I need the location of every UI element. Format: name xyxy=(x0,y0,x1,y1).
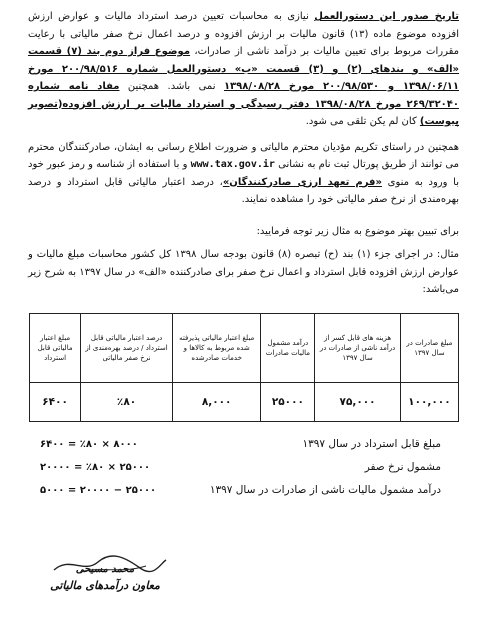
calculation-formulas xyxy=(40,433,156,502)
signature-scribble-icon xyxy=(50,554,170,576)
calculation-section xyxy=(0,433,489,513)
paragraph-text: کان لم یکن تلقی می شود. xyxy=(305,116,420,127)
signature-block xyxy=(20,558,190,628)
table-header-cell: درصد اعتبار مالیاتی قابل استرداد / درصد بهره‌مندی از نرخ صفر مالیاتی xyxy=(81,313,173,382)
calculation-labels xyxy=(210,433,441,502)
paragraph-text: ، درصد اعتبار مالیاتی قابل استرداد و درصد بهره‌مندی از نرخ صفر مالیاتی خود را مشاهده نمایند. xyxy=(28,176,459,205)
paragraph-example: مثال: در اجرای جزء (۱) بند (ح) تبصره (۸) قانون بودجه سال ۱۳۹۸ کل کشور محاسبات مبلغ مالیات و عوارض ارزش افزوده قابل استرداد و اعمال نرخ صفر برای صادرکننده «الف» در سال ۱۳۹۷ به شرح زیر می‌باشد: xyxy=(28,249,459,295)
calc-label-zero-rate: مشمول نرخ صفر xyxy=(364,461,441,473)
table-cell: ۸,۰۰۰ xyxy=(172,382,261,421)
table-header-cell: هزینه های قابل کسر از درآمد ناشی از صادرات در سال ۱۳۹۷ xyxy=(315,313,400,382)
table-header-cell: مبلغ اعتبار مالیاتی قابل استرداد xyxy=(30,313,81,382)
table-header-row xyxy=(30,313,459,382)
portal-link[interactable]: www.tax.gov.ir xyxy=(190,159,275,170)
paragraph-text: نمی باشد. همچنین xyxy=(119,81,224,92)
calc-label-taxable-income: درآمد مشمول مالیات ناشی از صادرات در سال ۱۳۹۷ xyxy=(209,484,441,496)
export-calculation-table xyxy=(29,313,459,422)
paragraph-text: و با استفاده از شناسه و رمز عبور خود با ورود به منوی xyxy=(28,159,459,188)
paragraph-text: همچنین در راستای تکریم مؤدیان محترم مالیاتی و ضرورت اطلاع رسانی به ایشان، صادرکنندگان محترم می توانند از طریق پورتال ثبت نام به نشانی xyxy=(28,141,460,170)
table-cell: ۷۵,۰۰۰ xyxy=(315,382,400,421)
instruction-reference: موضوع فراز دوم بند (۷) قسمت «الف» و بندهای (۲) و (۳) قسمت «ب» دستورالعمل شماره ۲۰۰/۹۸/۵۱۶ مورخ ۱۳۹۸/۰۶/۱۱ و ۲۰۰/۹۸/۵۳۰ مورخ ۱۳۹۸/۰۸/۲۸ xyxy=(28,46,460,92)
signatory-title: معاون درآمدهای مالیاتی xyxy=(50,579,160,592)
letter-reference: مفاد نامه شماره ۲۶۹/۳۲۰۴۰ مورخ ۱۳۹۸/۰۸/۲۸ دفتر رسیدگی و استرداد مالیات بر ارزش افزوده(تصویر پیوست) xyxy=(28,81,459,127)
calc-formula-refundable: ۸۰۰۰ × ٪۸۰ = ۶۴۰۰ xyxy=(40,439,138,450)
paragraph-revocation xyxy=(28,8,459,131)
table-cell: ٪۸۰ xyxy=(81,382,173,421)
signatory-name: محمد مسیحی xyxy=(75,564,135,575)
menu-name: «فرم تعهد ارزی صادرکنندگان» xyxy=(222,176,382,188)
table-cell: ۱۰۰,۰۰۰ xyxy=(400,382,458,421)
calc-formula-zero-rate: ۲۵۰۰۰ × ٪۸۰ = ۲۰۰۰۰ xyxy=(40,462,151,473)
table-cell: ۶۴۰۰ xyxy=(30,382,81,421)
table-row xyxy=(30,382,459,421)
paragraph-example-intro: برای تبیین بهتر موضوع به مثال زیر توجه فرمایید: xyxy=(256,225,459,237)
table-header-cell: مبلغ صادرات در سال ۱۳۹۷ xyxy=(400,313,458,382)
calc-label-refundable: مبلغ قابل استرداد در سال ۱۳۹۷ xyxy=(302,438,441,450)
table-header-cell: مبلغ اعتبار مالیاتی پذیرفته شده مربوط به کالاها و خدمات صادرشده xyxy=(172,313,261,382)
paragraph-text: نیازی به محاسبات تعیین درصد استرداد مالیات و عوارض ارزش افزوده موضوع ماده (۱۳) قانون مالیات بر ارزش افزوده و درصد اعمال نرخ صفر مالیاتی با رعایت مقررات مربوط برای تعیین مالیات بر درآمد ناشی از صادرات، xyxy=(28,11,459,57)
paragraph-portal xyxy=(28,139,459,209)
calc-formula-taxable-income: ۲۵۰۰۰ − ۲۰۰۰۰ = ۵۰۰۰ xyxy=(40,485,157,496)
issue-date-phrase: تاریخ صدور این دستورالعمل xyxy=(314,11,459,22)
table-header-cell: درآمد مشمول مالیات صادرات xyxy=(261,313,315,382)
table-cell: ۲۵۰۰۰ xyxy=(261,382,315,421)
